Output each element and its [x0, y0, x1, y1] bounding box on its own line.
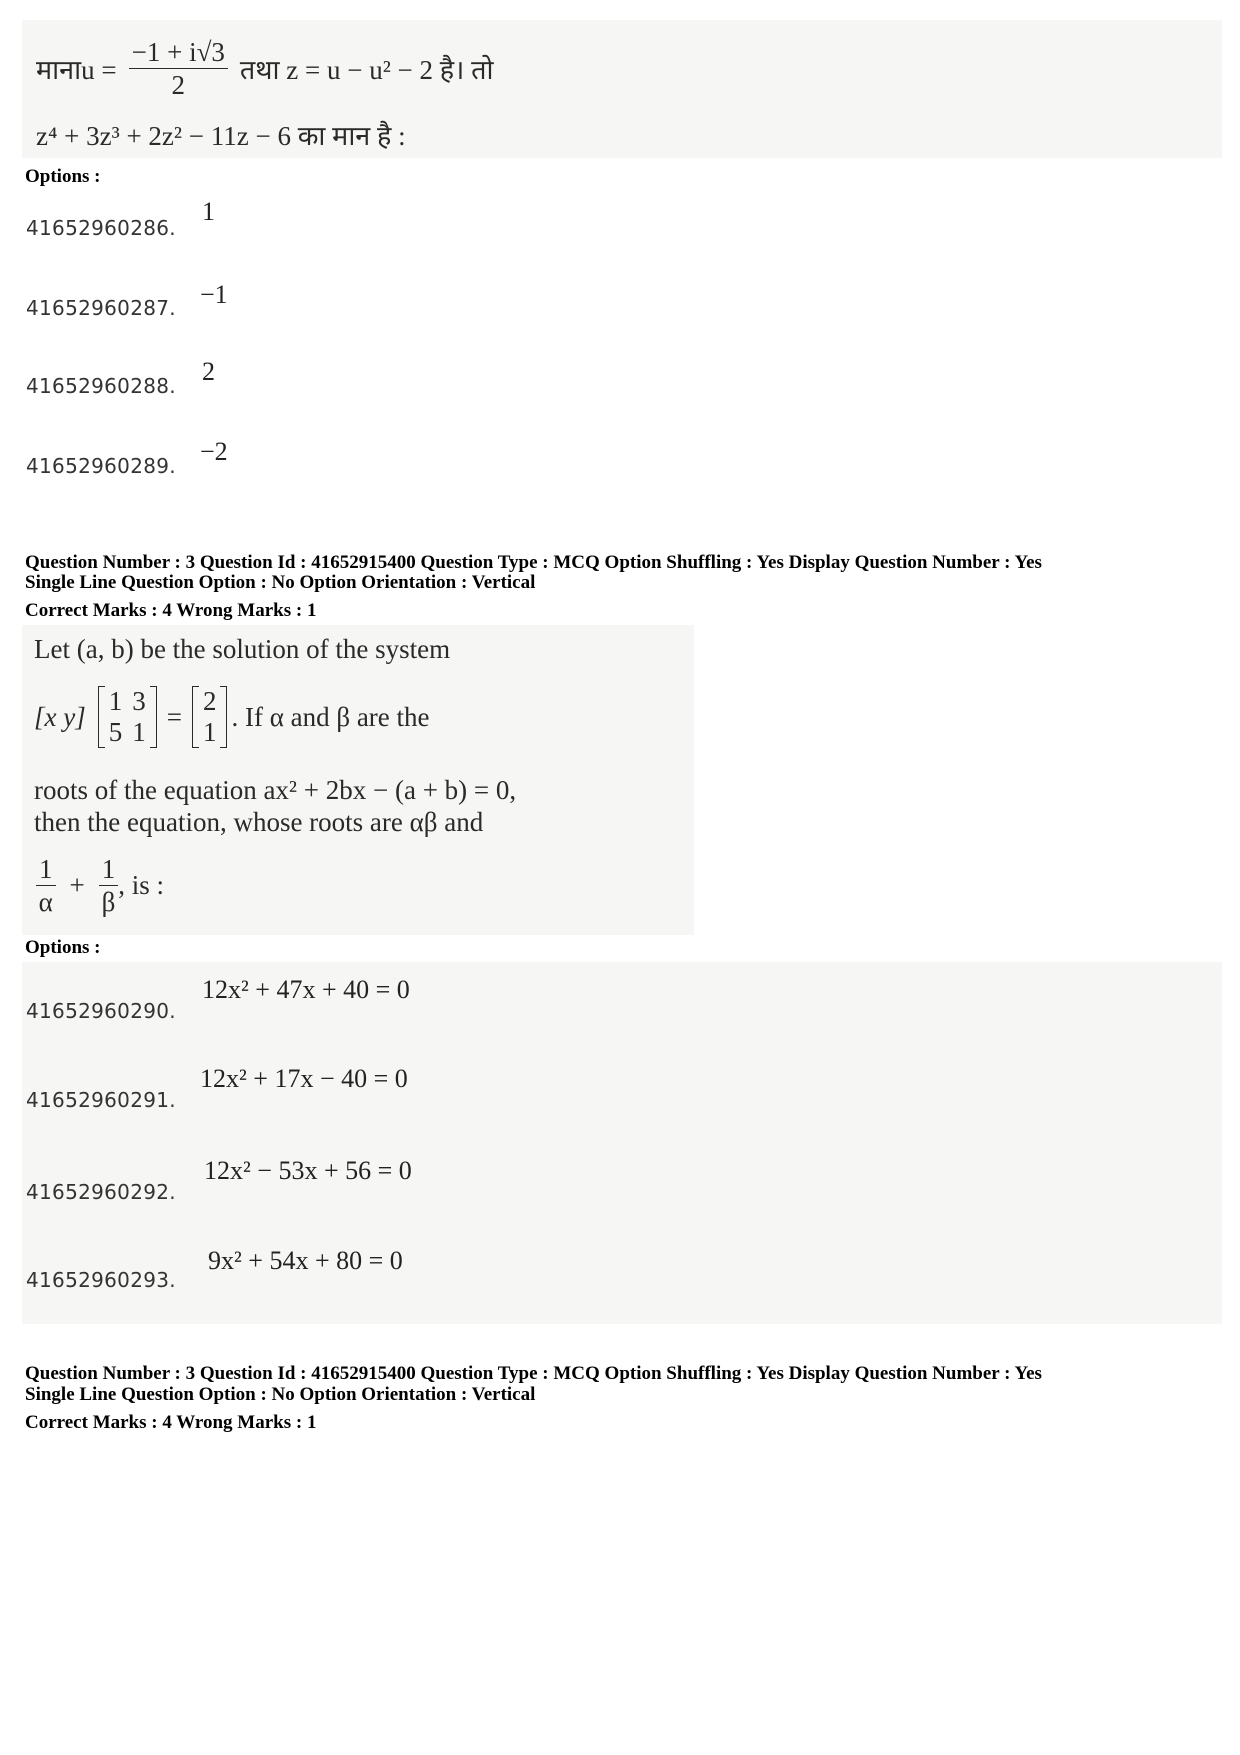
- question-meta-line-2: Single Line Question Option : No Option Orientation : Vertical: [25, 572, 536, 593]
- fraction-numerator: 1: [99, 855, 119, 886]
- u-definition-prefix: मानाu =: [36, 55, 117, 86]
- option-id: 41652960290.: [26, 999, 176, 1023]
- fraction-one-over-beta: [99, 855, 119, 917]
- matrix-cell: 3: [132, 686, 146, 716]
- question-text-line-1: Let (a, b) be the solution of the system: [34, 634, 451, 664]
- option-value: 1: [202, 197, 215, 226]
- matrix-cell: 5: [108, 717, 123, 748]
- question-meta-line-1: Question Number : 3 Question Id : 41652915400 Question Type : MCQ Option Shuffling : Yes Display Question Number : Yes: [25, 1363, 1042, 1384]
- matrix-cell: 1: [108, 686, 123, 716]
- question-matrix-line: [34, 686, 430, 748]
- question-marks: Correct Marks : 4 Wrong Marks : 1: [25, 600, 317, 621]
- question-line-2: z⁴ + 3z³ + 2z² − 11z − 6 का मान है :: [36, 121, 406, 151]
- z-definition: तथा z = u − u² − 2 है। तो: [239, 55, 494, 86]
- option-id: 41652960291.: [26, 1088, 176, 1112]
- rhs-vector: [192, 686, 228, 748]
- matrix-cell: 2: [202, 686, 217, 716]
- option-id: 41652960287.: [26, 296, 176, 320]
- option-value: 12x² + 17x − 40 = 0: [200, 1064, 408, 1093]
- question-meta-line-2: Single Line Question Option : No Option Orientation : Vertical: [25, 1384, 536, 1405]
- option-value: 2: [202, 357, 215, 386]
- matrix-cell: 1: [132, 717, 146, 748]
- question-text-line-5: [36, 855, 164, 917]
- question-text-line-3: roots of the equation ax² + 2bx − (a + b) = 0,: [34, 775, 517, 805]
- option-id: 41652960286.: [26, 216, 176, 240]
- row-vector: [x y]: [34, 701, 86, 732]
- option-value: 12x² − 53x + 56 = 0: [204, 1156, 412, 1185]
- options-image: [22, 962, 1222, 1324]
- option-id: 41652960289.: [26, 454, 176, 478]
- question-line-1: [36, 38, 494, 100]
- options-label: Options :: [25, 166, 101, 187]
- option-value: −1: [200, 280, 228, 309]
- option-value: 12x² + 47x + 40 = 0: [202, 975, 410, 1004]
- question-text-tail: , is :: [118, 870, 164, 901]
- fraction-one-over-alpha: [36, 855, 56, 917]
- question-marks: Correct Marks : 4 Wrong Marks : 1: [25, 1412, 317, 1433]
- option-id: 41652960292.: [26, 1180, 176, 1204]
- question-text-line-4: then the equation, whose roots are αβ and: [34, 807, 484, 837]
- u-fraction: [129, 38, 228, 100]
- equals-sign: =: [166, 701, 182, 732]
- options-label: Options :: [25, 937, 101, 958]
- question-text-tail: . If α and β are the: [231, 701, 430, 732]
- coefficient-matrix: [98, 686, 157, 748]
- fraction-numerator: 1: [36, 855, 56, 886]
- option-id: 41652960288.: [26, 374, 176, 398]
- option-value: 9x² + 54x + 80 = 0: [208, 1246, 403, 1275]
- u-denominator: 2: [171, 70, 185, 101]
- u-numerator: −1 + i√3: [129, 38, 228, 69]
- fraction-denominator: β: [101, 887, 116, 918]
- fraction-denominator: α: [38, 887, 53, 918]
- matrix-cell: 1: [202, 717, 217, 748]
- option-id: 41652960293.: [26, 1268, 176, 1292]
- plus-sign: +: [69, 870, 85, 901]
- option-value: −2: [200, 437, 228, 466]
- question-meta-line-1: Question Number : 3 Question Id : 41652915400 Question Type : MCQ Option Shuffling : Yes Display Question Number : Yes: [25, 552, 1042, 573]
